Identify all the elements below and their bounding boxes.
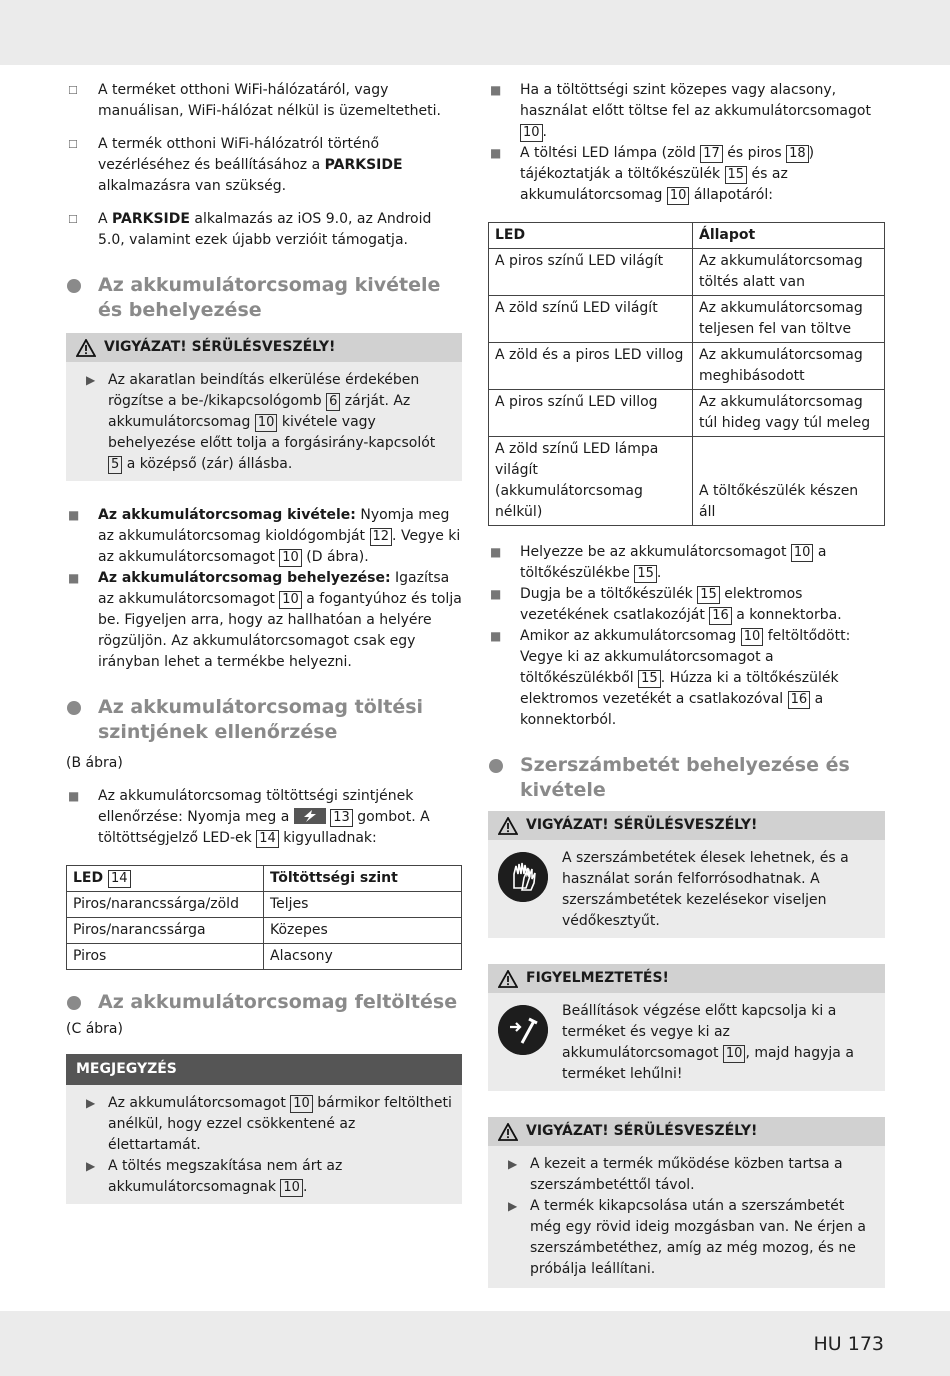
table-row: A zöld és a piros LED villog Az akkumulátorcsomag meghibásodott — [489, 343, 885, 390]
arrow-right-icon: ▶ — [86, 1159, 96, 1173]
figure-reference: (C ábra) — [66, 1021, 123, 1037]
list-item: ■ Az akkumulátorcsomag behelyezése: Igazítsa az akkumulátorcsomagot 10 a fogantyúhoz és tolja be. Figyeljen arra, hogy az hallhatóan a helyére rögzüljön. Az akkumulátorcsomagot csak egy irányban lehet a termékbe helyezni. — [68, 570, 462, 670]
table-row: Piros/narancssárga Közepes — [67, 918, 462, 944]
list-item: ■ A töltési LED lámpa (zöld 17 és piros 18 ) tájékoztatják a töltőkészülék 15 és az akkumulátorcsomag 10 állapotáról: — [490, 145, 815, 203]
checkbox-icon: ☐ — [68, 84, 78, 97]
page-number: HU 173 — [813, 1333, 884, 1355]
square-bullet-icon: ■ — [68, 789, 80, 803]
square-bullet-icon: ■ — [490, 587, 502, 601]
part-number-badge: 10 — [667, 187, 690, 205]
table-row: A piros színű LED villog Az akkumulátorcsomag túl hideg vagy túl meleg — [489, 390, 885, 437]
part-number-badge: 17 — [700, 145, 723, 163]
table-header-row: LED 14 Töltöttségi szint — [67, 866, 462, 892]
arrow-right-icon: ▶ — [508, 1157, 518, 1171]
part-number-badge: 16 — [788, 691, 811, 709]
square-bullet-icon: ■ — [68, 508, 80, 522]
part-number-badge: 10 — [279, 549, 302, 567]
arrow-right-icon: ▶ — [508, 1199, 518, 1213]
square-bullet-icon: ■ — [68, 571, 80, 585]
section-heading: Az akkumulátorcsomag töltési szintjének ellenőrzése — [66, 695, 462, 745]
bullet-dot-icon — [67, 701, 81, 715]
list-item: ■ Dugja be a töltőkészülék 15 elektromos vezetékének csatlakozóját 16 a konnektorba. — [490, 586, 842, 623]
warning-triangle-icon — [76, 339, 96, 357]
part-number-badge: 14 — [108, 870, 131, 888]
left-column — [66, 80, 462, 1204]
note-item: ▶ A töltés megszakítása nem árt az akkumulátorcsomagnak 10 . — [86, 1158, 343, 1195]
part-number-badge: 10 — [741, 628, 764, 646]
wear-gloves-icon — [498, 852, 548, 902]
part-number-badge: 12 — [370, 528, 393, 546]
section-heading: Az akkumulátorcsomag feltöltése — [66, 990, 462, 1015]
part-number-badge: 5 — [108, 456, 122, 474]
table-row: A zöld színű LED lámpa világít (akkumulátorcsomag nélkül) A töltőkészülék készen áll — [489, 437, 885, 526]
right-column — [488, 80, 885, 1288]
checkbox-icon: ☐ — [68, 138, 78, 151]
charger-status-table — [488, 222, 885, 526]
note-item: ▶ Az akkumulátorcsomagot 10 bármikor feltöltheti anélkül, hogy ezzel csökkentené az élettartamát. — [86, 1095, 452, 1153]
part-number-badge: 10 — [280, 1179, 303, 1197]
bullet-dot-icon — [489, 759, 503, 773]
caution-box — [488, 1117, 885, 1288]
part-number-badge: 18 — [786, 145, 809, 163]
list-item: ■ Ha a töltöttségi szint közepes vagy alacsony, használat előtt töltse fel az akkumulátorcsomagot 10 . — [490, 82, 871, 140]
charge-level-table — [66, 865, 462, 970]
list-item: ■ Az akkumulátorcsomag kivétele: Nyomja meg az akkumulátorcsomag kioldógombját 12 . Vegye ki az akkumulátorcsomagot 10 (D ábra). — [68, 507, 461, 565]
caution-item: ▶ A kezeit a termék működése közben tartsa a szerszámbetéttől távol. — [508, 1156, 843, 1193]
table-row: Piros Alacsony — [67, 944, 462, 970]
note-header: MEGJEGYZÉS — [66, 1054, 462, 1085]
part-number-badge: 15 — [638, 670, 661, 688]
part-number-badge: 10 — [290, 1095, 313, 1113]
table-row: A zöld színű LED világít Az akkumulátorcsomag teljesen fel van töltve — [489, 296, 885, 343]
part-number-badge: 14 — [256, 830, 279, 848]
bullet-dot-icon — [67, 996, 81, 1010]
warning-triangle-icon — [498, 817, 518, 835]
part-number-badge: 16 — [709, 607, 732, 625]
checkbox-icon: ☐ — [68, 213, 78, 226]
list-item: ☐ A PARKSIDE alkalmazás az iOS 9.0, az Android 5.0, valamint ezek újabb verzióit támogatja. — [68, 211, 432, 248]
section-heading: Szerszámbetét behelyezése és kivétele — [488, 753, 885, 803]
square-bullet-icon: ■ — [490, 146, 502, 160]
warning-triangle-icon — [498, 970, 518, 988]
part-number-badge: 10 — [520, 124, 543, 142]
part-number-badge: 10 — [791, 544, 814, 562]
part-number-badge: 15 — [634, 565, 657, 583]
square-bullet-icon: ■ — [490, 629, 502, 643]
list-item: ■ Az akkumulátorcsomag töltöttségi szintjének ellenőrzése: Nyomja meg a 13 gombot. A töltöttségjelző LED-ek 14 kigyulladnak: — [68, 788, 430, 846]
caution-header: VIGYÁZAT! SÉRÜLÉSVESZÉLY! — [488, 1117, 885, 1146]
caution-box — [66, 333, 462, 481]
list-item: ■ Amikor az akkumulátorcsomag 10 feltöltődött: Vegye ki az akkumulátorcsomagot a töltőkészülékből 15 . Húzza ki a töltőkészülék elektromos vezetékét a csatlakozóval 16 a konnektorból. — [490, 628, 851, 728]
list-item: ■ Helyezze be az akkumulátorcsomagot 10 a töltőkészülékbe 15 . — [490, 544, 827, 581]
table-row: A piros színű LED világít Az akkumulátorcsomag töltés alatt van — [489, 249, 885, 296]
arrow-right-icon: ▶ — [86, 373, 96, 387]
part-number-badge: 10 — [255, 414, 278, 432]
bullet-dot-icon — [67, 279, 81, 293]
square-bullet-icon: ■ — [490, 83, 502, 97]
note-box — [66, 1054, 462, 1204]
warning-box: FIGYELMEZTETÉS! Beállítások végzése előtt kapcsolja ki a terméket és vegye ki az akkumulátorcsomagot 10 , majd hagyja a terméket lehűlni! — [488, 964, 885, 1091]
battery-level-button-icon — [294, 808, 326, 824]
caution-header: VIGYÁZAT! SÉRÜLÉSVESZÉLY! — [66, 333, 462, 362]
caution-header: VIGYÁZAT! SÉRÜLÉSVESZÉLY! — [488, 811, 885, 840]
top-band — [0, 0, 950, 65]
warning-header: FIGYELMEZTETÉS! — [488, 964, 885, 993]
table-row: Piros/narancssárga/zöld Teljes — [67, 892, 462, 918]
part-number-badge: 10 — [279, 591, 302, 609]
figure-reference: (B ábra) — [66, 755, 123, 771]
list-item: ☐ A termék otthoni WiFi-hálózatról történő vezérléséhez és beállításához a PARKSIDE alkalmazásra van szükség. — [68, 136, 403, 194]
unplug-before-maintenance-icon — [498, 1005, 548, 1055]
section-heading: Az akkumulátorcsomag kivétele és behelyezése — [66, 273, 462, 323]
caution-item: ▶ Az akaratlan beindítás elkerülése érdekében rögzítse a be-/kikapcsológomb 6 zárját. Az akkumulátorcsomag 10 kivétele vagy behelyezése előtt tolja a forgásirány-kapcsolót 5 a középső (zár) állásba. — [86, 372, 436, 472]
warning-triangle-icon — [498, 1123, 518, 1141]
part-number-badge: 15 — [697, 586, 720, 604]
arrow-right-icon: ▶ — [86, 1096, 96, 1110]
table-header-row: LED Állapot — [489, 223, 885, 249]
part-number-badge: 13 — [330, 809, 353, 827]
list-item: ☐ A terméket otthoni WiFi-hálózatáról, vagy manuálisan, WiFi-hálózat nélkül is üzemeltetheti. — [68, 82, 441, 119]
caution-item: ▶ A termék kikapcsolása után a szerszámbetét még egy rövid ideig mozgásban van. Ne érjen a szerszámbetéthez, amíg az még mozog, és ne próbálja leállítani. — [508, 1198, 867, 1277]
bottom-band — [0, 1311, 950, 1376]
square-bullet-icon: ■ — [490, 545, 502, 559]
part-number-badge: 6 — [326, 393, 340, 411]
caution-box: VIGYÁZAT! SÉRÜLÉSVESZÉLY! A szerszámbetétek élesek lehetnek, és a használat során felforrósodhatnak. A szerszámbetétek kezelésekor viseljen védőkesztyűt. — [488, 811, 885, 938]
part-number-badge: 10 — [723, 1045, 746, 1063]
part-number-badge: 15 — [725, 166, 748, 184]
